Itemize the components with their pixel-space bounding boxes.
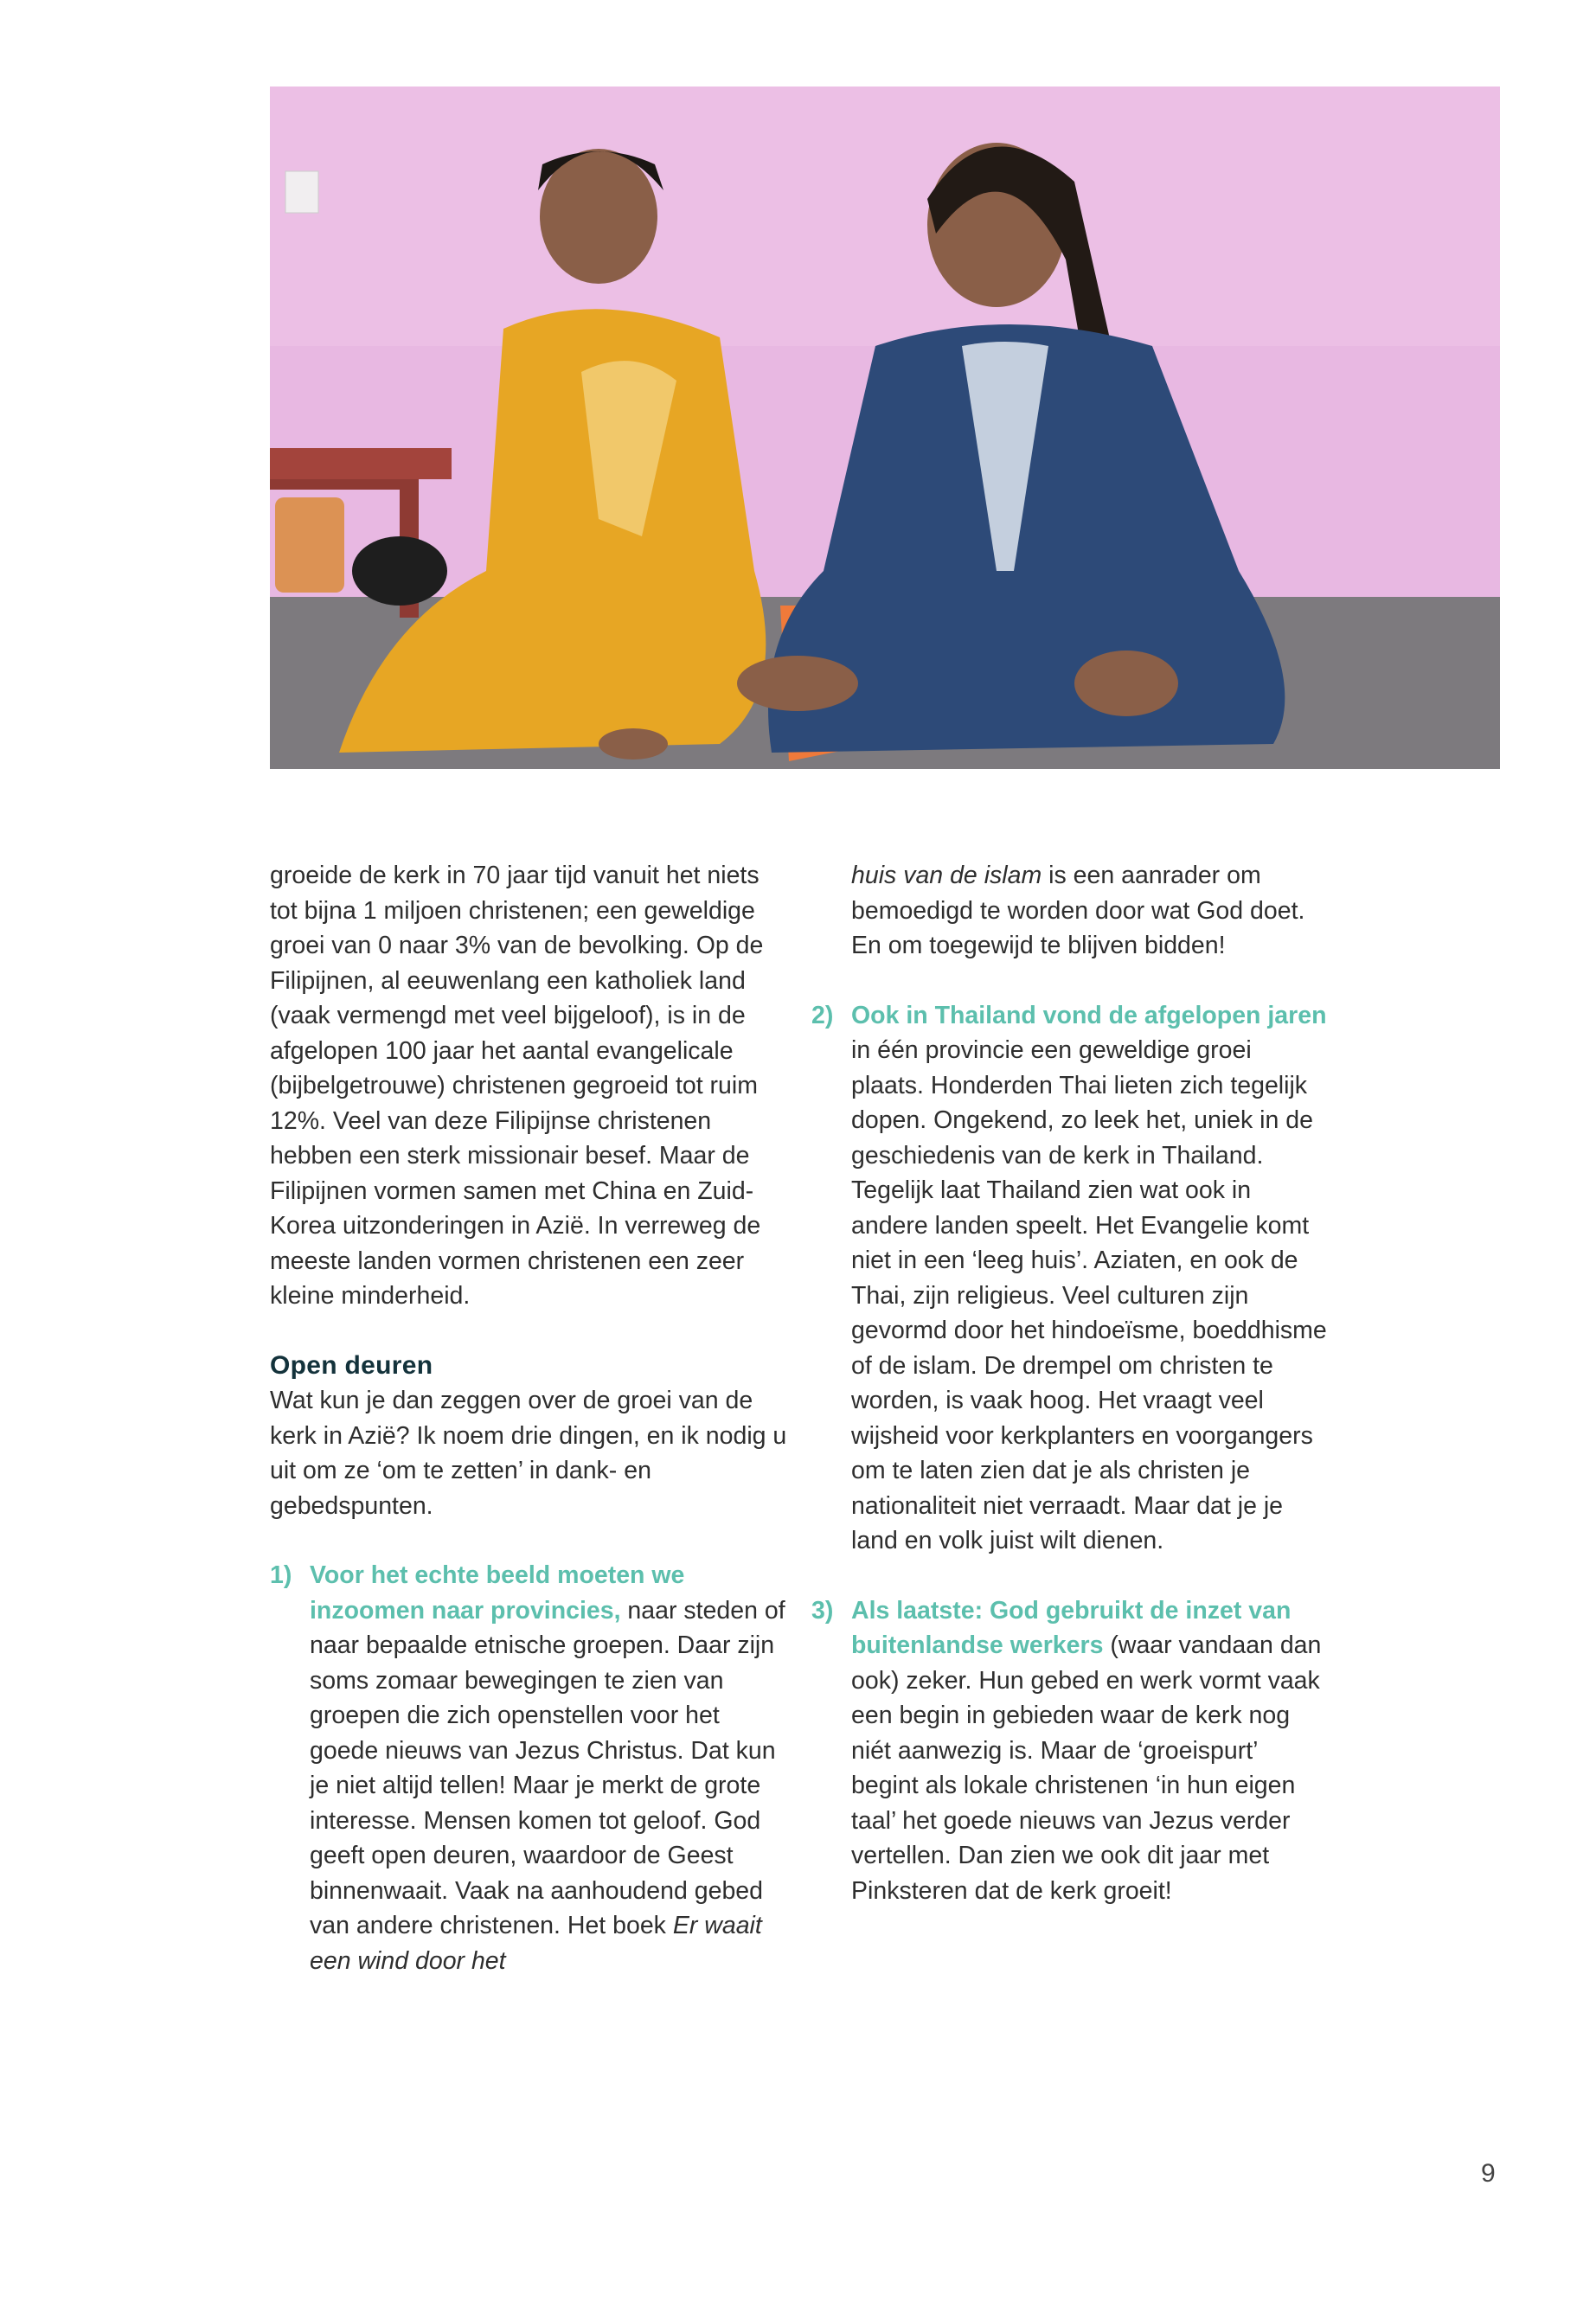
list-number-2: 2) <box>811 1001 834 1029</box>
section-heading: Open deuren <box>270 1350 433 1380</box>
item1-continuation <box>811 858 1330 964</box>
list-item-1 <box>270 1558 789 1978</box>
book-title-part1: Er waait een wind door het <box>310 1912 762 1975</box>
intro-paragraph: groeide de kerk in 70 jaar tijd vanuit het niets tot bijna 1 miljoen christenen; een geweldige groei van 0 naar 3% van de bevolking. Op de Filipijnen, al eeuwenlang een katholiek land (vaak vermengd met veel bijgeloof), is in de afgelopen 100 jaar het aantal evangelicale (bijbelgetrouwe) christenen gegroeid tot ruim 12%. Veel van deze Filipijnse christenen hebben een sterk missionair besef. Maar de Filipijnen vormen samen met China en Zuid-Korea uitzonderingen in Azië. In verreweg de meeste landen vormen christenen een zeer kleine minderheid. <box>270 862 764 1310</box>
item2-text: in één provincie een geweldige groei plaats. Honderden Thai lieten zich tegelijk dopen. Ongekend, zo leek het, uniek in de geschiedenis van de kerk in Thailand. <box>851 1036 1313 1170</box>
left-column <box>270 858 789 1978</box>
list-item-3 <box>811 1593 1330 1909</box>
right-column <box>811 858 1330 1908</box>
heading-paragraph: Wat kun je dan zeggen over de groei van de kerk in Azië? Ik noem drie dingen, en ik nodig u uit om ze ‘om te zetten’ in dank- en gebedspunten. <box>270 1387 787 1520</box>
page-number: 9 <box>1481 2159 1496 2188</box>
book-title-part2: huis van de islam <box>851 862 1042 889</box>
list-number-1: 1) <box>270 1561 292 1589</box>
list-item-2 <box>811 998 1330 1559</box>
continuation-text: is een aanrader om bemoedigd te worden door wat God doet. En om toegewijd te blijven bidden! <box>851 862 1305 959</box>
item2-text2: Tegelijk laat Thailand zien wat ook in andere landen speelt. Het Evangelie komt niet in een ‘leeg huis’. Aziaten, en ook de Thai, zijn religieus. Veel culturen zijn gevormd door het hindoeïsme, boeddhisme of de islam. De drempel om christen te worden, is vaak hoog. Het vraagt veel wijsheid voor kerkplanters en voorgangers om te laten zien dat je als christen je nationaliteit niet verraadt. Maar dat je je land en volk juist wilt dienen. <box>851 1176 1327 1554</box>
item3-highlight: Als laatste: God gebruikt de inzet van buitenlandse werkers <box>851 1596 1292 1659</box>
list-number-3: 3) <box>811 1596 834 1625</box>
photo-illustration <box>270 87 1500 769</box>
item3-text: (waar vandaan dan ook) zeker. Hun gebed en werk vormt vaak een begin in gebieden waar de kerk nog niét aanwezig is. Maar de ‘groeispurt’ begint als lokale christenen ‘in hun eigen taal’ het goede nieuws van Jezus verder vertellen. Dan zien we ook dit jaar met Pinksteren dat de kerk groeit! <box>851 1631 1322 1905</box>
item1-highlight: Voor het echte beeld moeten we inzoomen naar provincies, <box>310 1561 685 1625</box>
article-photo <box>270 87 1500 769</box>
item2-highlight: Ook in Thailand vond de afgelopen jaren <box>851 1001 1327 1029</box>
item1-text: naar steden of naar bepaalde etnische groepen. Daar zijn soms zomaar bewegingen te zien van groepen die zich openstellen voor het goede nieuws van Jezus Christus. Dat kun je niet altijd tellen! Maar je merkt de grote interesse. Mensen komen tot geloof. God geeft open deuren, waardoor de Geest binnenwaait. Vaak na aanhoudend gebed van andere christenen. Het boek <box>310 1596 785 1939</box>
